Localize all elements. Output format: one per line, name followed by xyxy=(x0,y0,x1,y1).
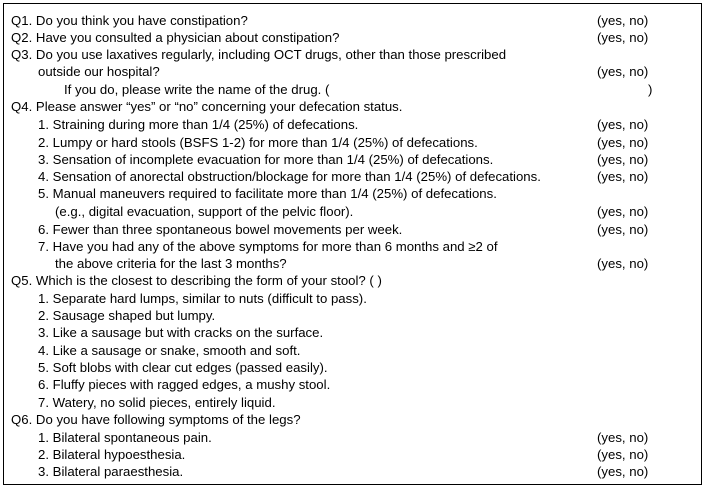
q3-row-cont xyxy=(0,63,709,80)
q4-item-answer: (yes, no) xyxy=(597,135,649,150)
q3-answer: (yes, no) xyxy=(597,64,649,79)
q3-question-cont: outside our hospital? xyxy=(38,64,160,79)
q5-item-5 xyxy=(0,359,709,376)
q4-question: Q4. Please answer “yes” or “no” concerning your defecation status. xyxy=(11,99,403,114)
q6-item-3 xyxy=(0,463,709,480)
q4-item-text: 2. Lumpy or hard stools (BSFS 1-2) for more than 1/4 (25%) of defecations. xyxy=(38,135,478,150)
q4-item-7-cont xyxy=(0,255,709,272)
q4-row xyxy=(0,98,709,115)
q5-row xyxy=(0,272,709,289)
q6-item-text: 1. Bilateral spontaneous pain. xyxy=(38,430,212,445)
q4-item-answer: (yes, no) xyxy=(597,152,649,167)
q4-item-answer: (yes, no) xyxy=(597,204,649,219)
q4-item-text: 5. Manual maneuvers required to facilitate more than 1/4 (25%) of defecations. xyxy=(38,186,497,201)
q4-item-text-cont: the above criteria for the last 3 months? xyxy=(55,256,287,271)
q6-item-text: 2. Bilateral hypoesthesia. xyxy=(38,447,186,462)
q2-answer: (yes, no) xyxy=(597,30,649,45)
q4-item-text: 1. Straining during more than 1/4 (25%) of defecations. xyxy=(38,117,359,132)
q5-item-text: 2. Sausage shaped but lumpy. xyxy=(38,308,216,323)
q6-item-answer: (yes, no) xyxy=(597,447,649,462)
q6-row xyxy=(0,411,709,428)
q5-item-text: 6. Fluffy pieces with ragged edges, a mushy stool. xyxy=(38,377,331,392)
q2-question: Q2. Have you consulted a physician about constipation? xyxy=(11,30,340,45)
q4-item-2 xyxy=(0,134,709,151)
q5-item-3 xyxy=(0,324,709,341)
q4-item-6 xyxy=(0,221,709,238)
q4-item-answer: (yes, no) xyxy=(597,256,649,271)
q3-question: Q3. Do you use laxatives regularly, including OCT drugs, other than those prescribed xyxy=(11,47,507,62)
q1-question: Q1. Do you think you have constipation? xyxy=(11,13,248,28)
q5-item-text: 3. Like a sausage but with cracks on the surface. xyxy=(38,325,324,340)
q6-item-1 xyxy=(0,429,709,446)
q4-item-text: 6. Fewer than three spontaneous bowel movements per week. xyxy=(38,222,403,237)
q5-item-text: 7. Watery, no solid pieces, entirely liquid. xyxy=(38,395,276,410)
q1-row xyxy=(0,12,709,29)
q4-item-5-cont xyxy=(0,203,709,220)
q4-item-answer: (yes, no) xyxy=(597,222,649,237)
q4-item-answer: (yes, no) xyxy=(597,169,649,184)
q1-answer: (yes, no) xyxy=(597,13,649,28)
q6-item-answer: (yes, no) xyxy=(597,430,649,445)
q2-row xyxy=(0,29,709,46)
q6-item-text: 3. Bilateral paraesthesia. xyxy=(38,464,184,479)
q4-item-1 xyxy=(0,116,709,133)
q5-question: Q5. Which is the closest to describing the form of your stool? ( ) xyxy=(11,273,382,288)
q4-item-5 xyxy=(0,185,709,202)
q5-item-1 xyxy=(0,290,709,307)
q4-item-text: 7. Have you had any of the above symptoms for more than 6 months and ≥2 of xyxy=(38,239,498,254)
q5-item-7 xyxy=(0,394,709,411)
q5-item-2 xyxy=(0,307,709,324)
q6-item-2 xyxy=(0,446,709,463)
q3-row xyxy=(0,46,709,63)
q4-item-text: 4. Sensation of anorectal obstruction/blockage for more than 1/4 (25%) of defecations. xyxy=(38,169,541,184)
q4-item-answer: (yes, no) xyxy=(597,117,649,132)
q5-item-4 xyxy=(0,342,709,359)
q4-item-text: 3. Sensation of incomplete evacuation for more than 1/4 (25%) of defecations. xyxy=(38,152,494,167)
q4-item-4 xyxy=(0,168,709,185)
q4-item-3 xyxy=(0,151,709,168)
q4-item-text-cont: (e.g., digital evacuation, support of the pelvic floor). xyxy=(55,204,354,219)
q3-drug-prompt: If you do, please write the name of the drug. ( xyxy=(64,82,330,97)
q3-drug-row xyxy=(0,81,709,98)
q5-item-6 xyxy=(0,376,709,393)
q5-item-text: 5. Soft blobs with clear cut edges (passed easily). xyxy=(38,360,328,375)
q6-item-answer: (yes, no) xyxy=(597,464,649,479)
q5-item-text: 4. Like a sausage or snake, smooth and soft. xyxy=(38,343,301,358)
q6-question: Q6. Do you have following symptoms of the legs? xyxy=(11,412,301,427)
q4-item-7 xyxy=(0,238,709,255)
q3-drug-close: ) xyxy=(648,82,653,97)
q5-item-text: 1. Separate hard lumps, similar to nuts (difficult to pass). xyxy=(38,291,367,306)
